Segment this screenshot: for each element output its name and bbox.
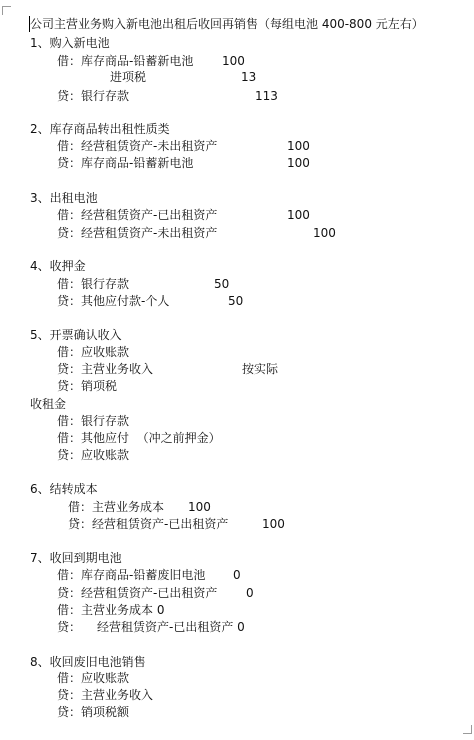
entry-text: 贷：其他应付款-个人	[57, 294, 170, 308]
entry-text: 借：库存商品-铅蓄新电池	[57, 54, 194, 68]
entry-amount: 100	[262, 517, 285, 531]
section-heading: 7、收回到期电池	[30, 551, 122, 565]
entry-text: 借：应收账款	[57, 345, 130, 359]
entry-text: 贷：主营业务收入	[57, 362, 154, 376]
section-heading: 6、结转成本	[30, 482, 98, 496]
section-heading: 3、出租电池	[30, 191, 98, 205]
page-corner-mark	[463, 725, 472, 734]
entry-text: 贷：销项税	[57, 379, 118, 393]
entry-text: 借：主营业务成本	[68, 500, 165, 514]
entry-amount: 13	[241, 70, 257, 84]
entry-amount: 0	[233, 568, 241, 582]
entry-text: 经营租赁资产-已出租资产 0	[97, 620, 245, 634]
entry-text: 借：银行存款	[57, 277, 130, 291]
section-heading: 1、购入新电池	[30, 36, 110, 50]
entry-text: 贷：主营业务收入	[57, 688, 154, 702]
entry-text: 贷：	[57, 620, 82, 634]
entry-text: 贷：银行存款	[57, 89, 130, 103]
entry-amount: 113	[255, 89, 278, 103]
entry-text: 借：银行存款	[57, 414, 130, 428]
section-heading: 5、开票确认收入	[30, 328, 122, 342]
document-title: 公司主营业务购入新电池出租后收回再销售（每组电池 400-800 元左右）	[30, 17, 424, 31]
section-heading: 8、收回废旧电池销售	[30, 655, 146, 669]
entry-amount: 100	[287, 139, 310, 153]
entry-text: 贷：库存商品-铅蓄新电池	[57, 156, 194, 170]
entry-amount: 50	[214, 277, 230, 291]
entry-amount: 0	[246, 586, 254, 600]
entry-text: 借：其他应付 （冲之前押金）	[57, 431, 221, 445]
section-heading: 2、库存商品转出租性质类	[30, 122, 170, 136]
entry-text: 贷：经营租赁资产-未出租资产	[57, 226, 218, 240]
entry-text: 借：应收账款	[57, 671, 130, 685]
entry-text: 贷：销项税额	[57, 705, 130, 719]
entry-amount: 50	[228, 294, 244, 308]
section-heading: 4、收押金	[30, 259, 86, 273]
entry-note: 按实际	[242, 362, 279, 376]
entry-amount: 100	[287, 208, 310, 222]
entry-text: 借：经营租赁资产-未出租资产	[57, 139, 218, 153]
entry-text: 贷：经营租赁资产-已出租资产	[68, 517, 229, 531]
entry-text: 进项税	[110, 70, 147, 84]
entry-amount: 100	[287, 156, 310, 170]
entry-text: 贷：经营租赁资产-已出租资产	[57, 586, 218, 600]
section-heading: 收租金	[30, 397, 67, 411]
entry-text: 借：经营租赁资产-已出租资产	[57, 208, 218, 222]
entry-text: 借：主营业务成本 0	[57, 603, 165, 617]
entry-text: 贷：应收账款	[57, 448, 130, 462]
entry-text: 借：库存商品-铅蓄废旧电池	[57, 568, 206, 582]
page-corner-mark	[2, 6, 11, 15]
entry-amount: 100	[188, 500, 211, 514]
entry-amount: 100	[222, 54, 245, 68]
entry-amount: 100	[313, 226, 336, 240]
